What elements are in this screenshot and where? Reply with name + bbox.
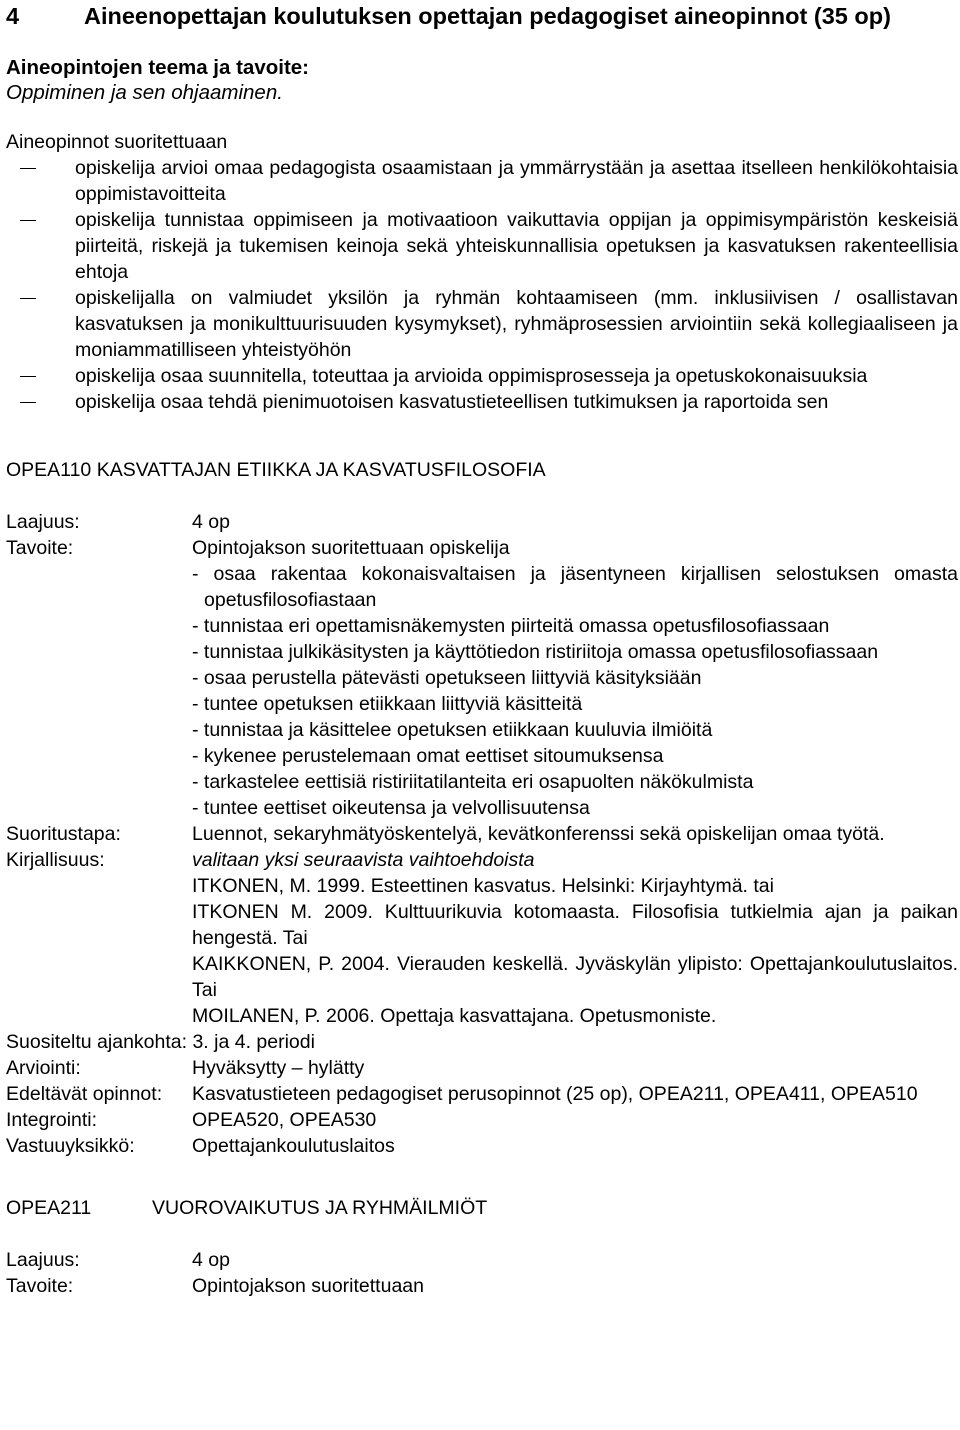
section-number: 4 bbox=[6, 3, 20, 29]
goal-content bbox=[192, 535, 958, 821]
integration-row bbox=[6, 1107, 958, 1133]
course-goal-item: - tunnistaa eri opettamisnäkemysten piirteitä omassa opetusfilosofiassaan bbox=[192, 615, 830, 637]
dash-bullet-icon bbox=[20, 376, 36, 377]
goal-item: opiskelija arvioi omaa pedagogista osaamistaan ja ymmärrystään ja asettaa itselleen henkilökohtaisia oppimistavoitteita bbox=[6, 155, 958, 207]
course-goal-item: - tarkastelee eettisiä ristiriitatilanteita eri osapuolten näkökulmista bbox=[192, 771, 754, 793]
grading-row bbox=[6, 1055, 958, 1081]
integration-label: Integrointi: bbox=[6, 1109, 98, 1131]
literature-content bbox=[192, 847, 958, 1029]
course-goal-item: - kykenee perustelemaan omat eettiset sitoumuksensa bbox=[192, 745, 664, 767]
course2-scope-label: Laajuus: bbox=[6, 1249, 80, 1271]
method-row bbox=[6, 821, 958, 847]
theme-text: Oppiminen ja sen ohjaaminen. bbox=[6, 81, 283, 104]
dash-bullet-icon bbox=[20, 220, 36, 221]
scope-row bbox=[6, 509, 958, 535]
literature-item: ITKONEN M. 2009. Kulttuurikuvia kotomaasta. Filosofisia tutkielmia ajan ja paikan hengestä. Tai bbox=[192, 901, 958, 949]
section-title: Aineenopettajan koulutuksen opettajan pedagogiset aineopinnot (35 op) bbox=[84, 3, 891, 29]
course-goal-item: - osaa rakentaa kokonaisvaltaisen ja jäsentyneen kirjallisen selostuksen omasta opetusfilosofiastaan bbox=[192, 563, 958, 611]
goals-list bbox=[6, 155, 958, 415]
unit-value: Opettajankoulutuslaitos bbox=[192, 1135, 395, 1157]
course-goal-item: - tuntee eettiset oikeutensa ja velvollisuutensa bbox=[192, 797, 590, 819]
goal-item: opiskelija osaa tehdä pienimuotoisen kasvatustieteellisen tutkimuksen ja raportoida sen bbox=[6, 389, 958, 415]
unit-row bbox=[6, 1133, 958, 1159]
literature-item: ITKONEN, M. 1999. Esteettinen kasvatus. Helsinki: Kirjayhtymä. tai bbox=[192, 875, 774, 897]
course-goal-item: - tuntee opetuksen etiikkaan liittyviä käsitteitä bbox=[192, 693, 583, 715]
goal-label: Tavoite: bbox=[6, 537, 74, 559]
timing-text: Suositeltu ajankohta: 3. ja 4. periodi bbox=[6, 1031, 315, 1053]
goals-intro: Aineopinnot suoritettuaan bbox=[6, 131, 228, 153]
literature-intro: valitaan yksi seuraavista vaihtoehdoista bbox=[192, 849, 535, 871]
course2-goal-row bbox=[6, 1273, 958, 1299]
scope-label: Laajuus: bbox=[6, 511, 80, 533]
course-goal-item: - tunnistaa julkikäsitysten ja käyttötiedon ristiriitoja omassa opetusfilosofiassaan bbox=[192, 641, 879, 663]
method-label: Suoritustapa: bbox=[6, 823, 121, 845]
section-heading bbox=[6, 0, 958, 32]
course-title: OPEA110 KASVATTAJAN ETIIKKA JA KASVATUSFILOSOFIA bbox=[6, 459, 546, 481]
goal-item: opiskelijalla on valmiudet yksilön ja ryhmän kohtaamiseen (mm. inklusiivisen / osallistavan kasvatuksen ja monikulttuurisuuden kysymykset), ryhmäprosessien arviointiin sekä kollegiaaliseen ja moniammatilliseen yhteistyöhön bbox=[6, 285, 958, 363]
literature-item: KAIKKONEN, P. 2004. Vierauden keskellä. Jyväskylän ylipisto: Opettajankoulutuslaitos. Tai bbox=[192, 953, 958, 1001]
goal-item: opiskelija osaa suunnitella, toteuttaa ja arvioida oppimisprosesseja ja opetuskokonaisuuksia bbox=[6, 363, 958, 389]
course2-scope-row bbox=[6, 1247, 958, 1273]
literature-item: MOILANEN, P. 2006. Opettaja kasvattajana. Opetusmoniste. bbox=[192, 1005, 717, 1027]
scope-value: 4 op bbox=[192, 511, 230, 533]
dash-bullet-icon bbox=[20, 168, 36, 169]
prereq-value: Kasvatustieteen pedagogiset perusopinnot (25 op), OPEA211, OPEA411, OPEA510 bbox=[192, 1083, 918, 1105]
grading-label: Arviointi: bbox=[6, 1057, 81, 1079]
goal-intro: Opintojakson suoritettuaan opiskelija bbox=[192, 537, 510, 559]
dash-bullet-icon bbox=[20, 298, 36, 299]
theme-heading: Aineopintojen teema ja tavoite: bbox=[6, 56, 309, 79]
dash-bullet-icon bbox=[20, 402, 36, 403]
document-page bbox=[6, 0, 958, 1299]
course2-goal-intro: Opintojakson suoritettuaan bbox=[192, 1275, 424, 1297]
grading-value: Hyväksytty – hylätty bbox=[192, 1057, 365, 1079]
prereq-row bbox=[6, 1081, 958, 1107]
literature-label: Kirjallisuus: bbox=[6, 849, 105, 871]
prereq-label: Edeltävät opinnot: bbox=[6, 1083, 163, 1105]
course-goal-item: - tunnistaa ja käsittelee opetuksen etiikkaan kuuluvia ilmiöitä bbox=[192, 719, 713, 741]
goal-item: opiskelija tunnistaa oppimiseen ja motivaatioon vaikuttavia oppijan ja oppimisympäristön keskeisiä piirteitä, riskejä ja tukemisen keinoja sekä yhteiskunnallisia opetuksen ja kasvatuksen rakenteellisia ehtoja bbox=[6, 207, 958, 285]
course2-name: VUOROVAIKUTUS JA RYHMÄILMIÖT bbox=[152, 1197, 488, 1219]
method-value: Luennot, sekaryhmätyöskentelyä, kevätkonferenssi sekä opiskelijan omaa työtä. bbox=[192, 823, 885, 845]
course2-code: OPEA211 bbox=[6, 1197, 92, 1219]
course2-title bbox=[6, 1195, 958, 1221]
course2-scope-value: 4 op bbox=[192, 1249, 230, 1271]
goal-row bbox=[6, 535, 958, 821]
course-goal-item: - osaa perustella pätevästi opetukseen liittyviä käsityksiään bbox=[192, 667, 702, 689]
literature-row bbox=[6, 847, 958, 1029]
unit-label: Vastuuyksikkö: bbox=[6, 1135, 135, 1157]
integration-value: OPEA520, OPEA530 bbox=[192, 1109, 377, 1131]
course2-goal-label: Tavoite: bbox=[6, 1275, 74, 1297]
